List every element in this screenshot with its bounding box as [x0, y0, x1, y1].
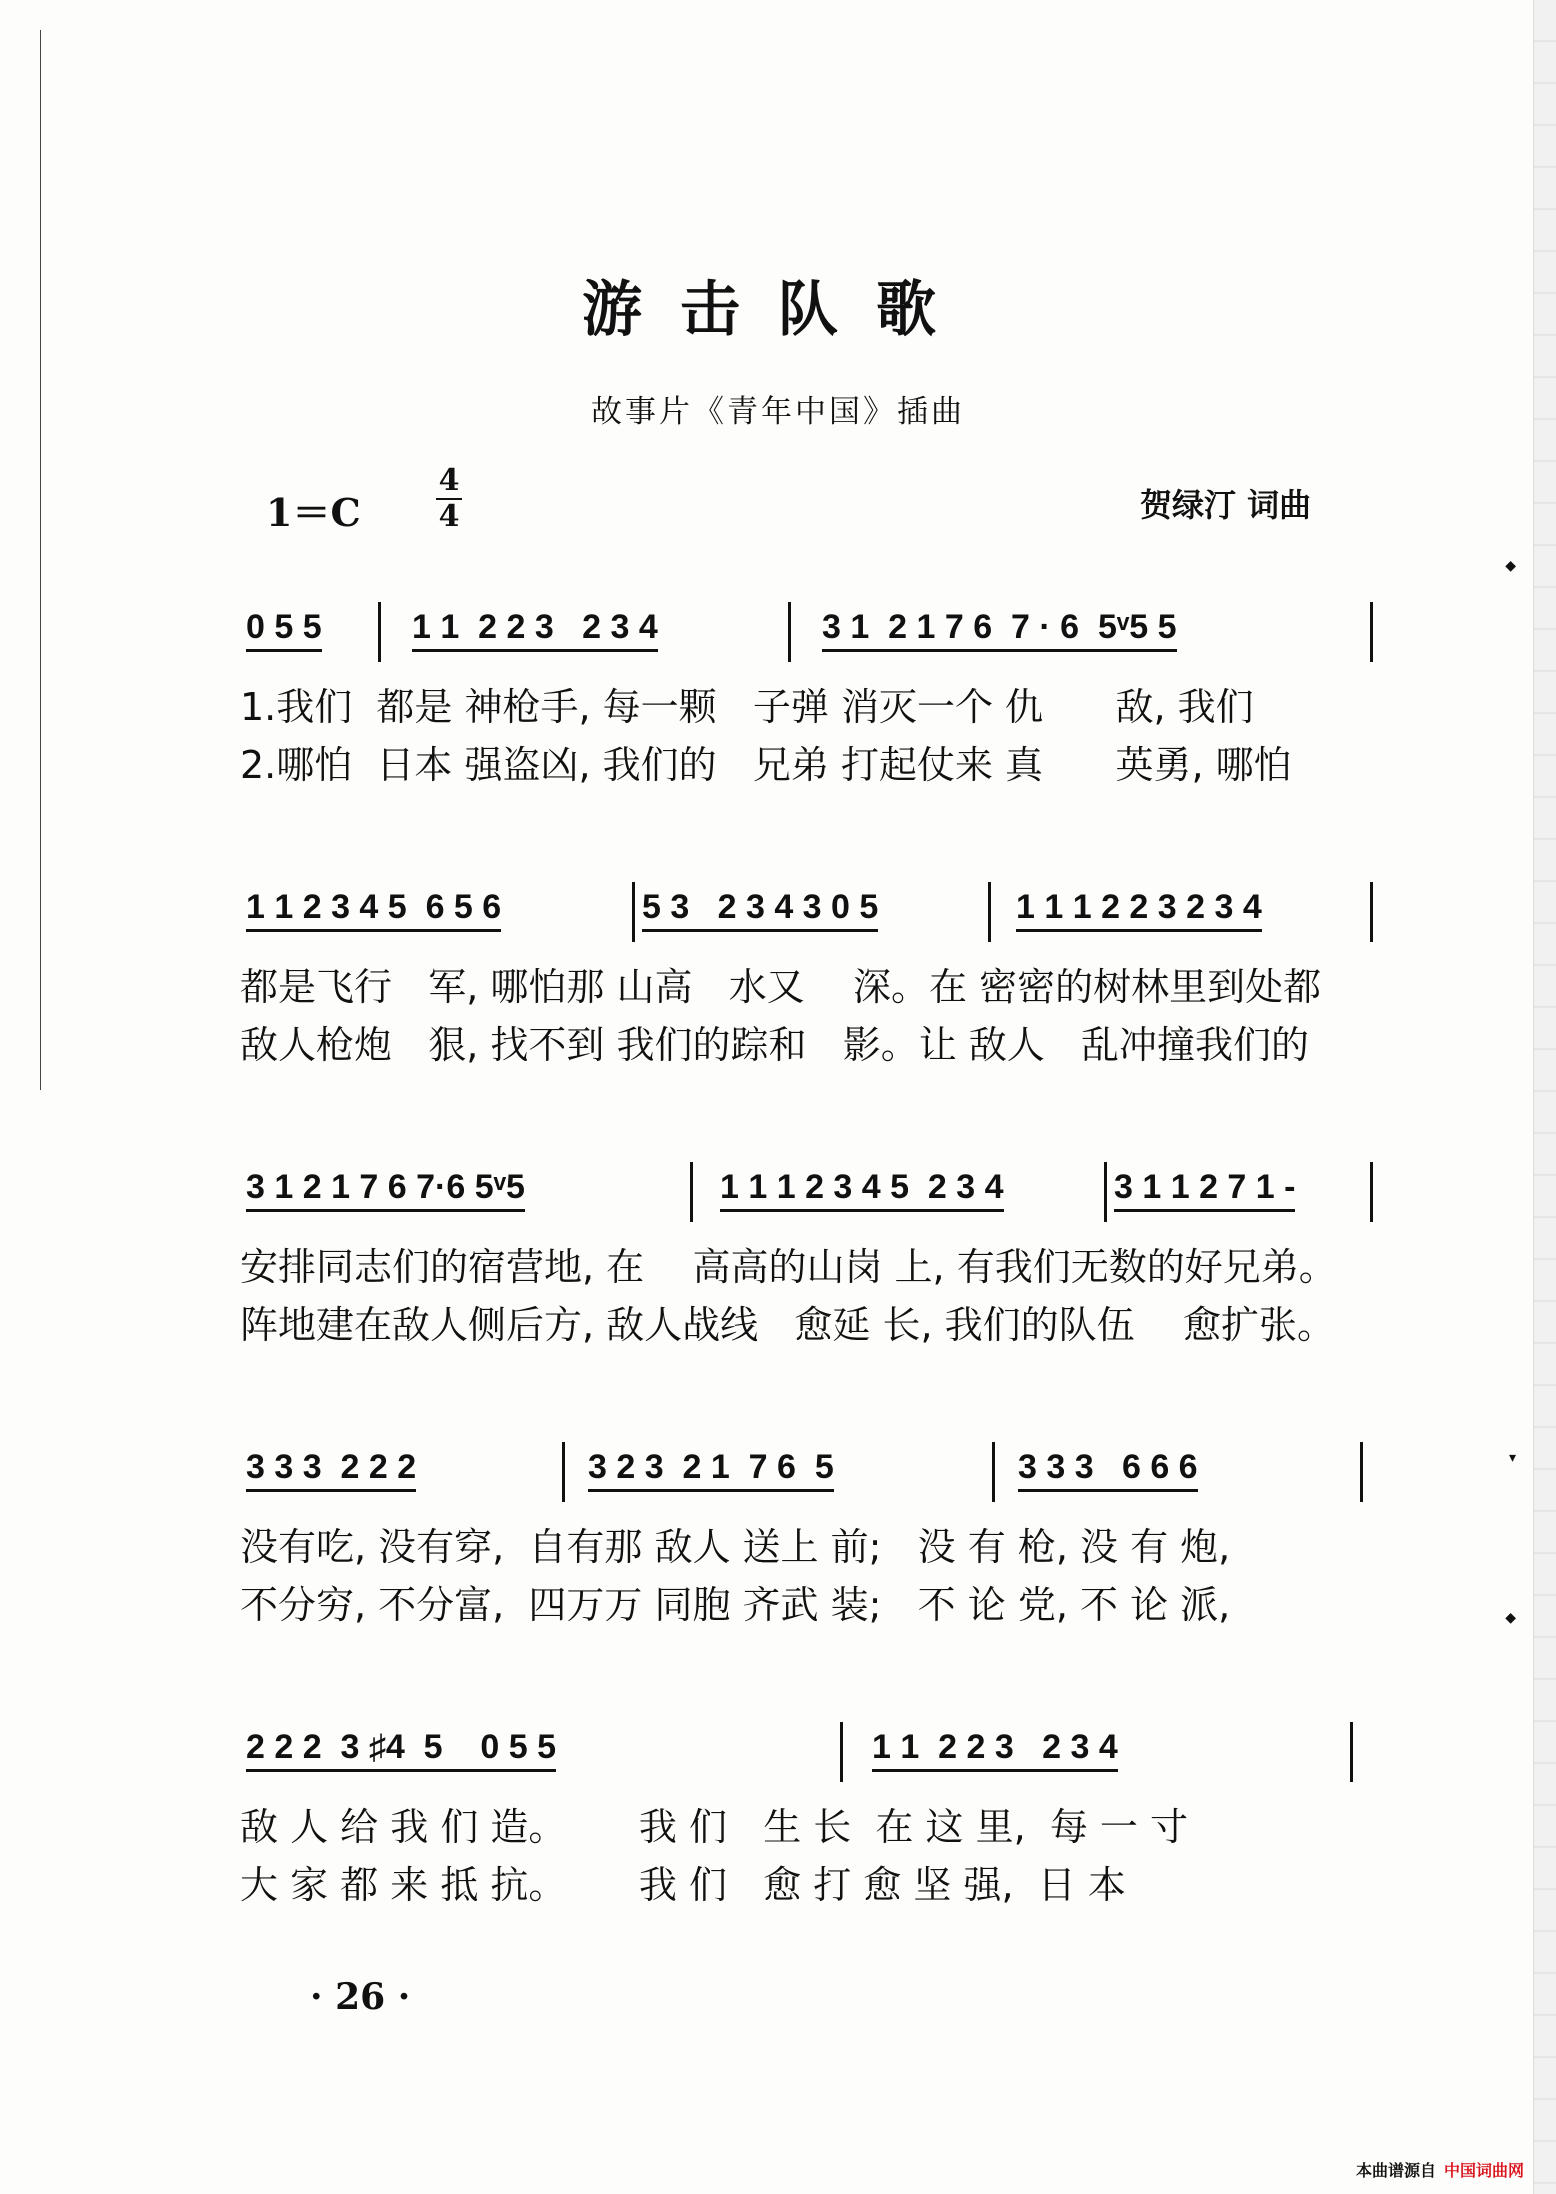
- song-title: 游击队歌: [582, 275, 974, 345]
- lyric-text: 没有吃, 没有穿, 自有那 敌人 送上 前; 没 有 枪, 没 有 炮,: [240, 1525, 1231, 1569]
- measure-notes: 1 1 2 2 3 2 3 4: [872, 1728, 1118, 1772]
- barline: [988, 882, 991, 942]
- lyrics-verse-1: [240, 952, 1390, 1010]
- page-number: · 26 ·: [310, 1976, 411, 2018]
- measure-notes: 0 5 5: [246, 608, 322, 652]
- measure-notes: 3 2 3 2 1 7 6 5: [588, 1448, 834, 1492]
- barline: [788, 602, 791, 662]
- time-numerator: 4: [438, 463, 460, 498]
- measure-notes: 1 1 2 3 4 5 6 5 6: [246, 888, 501, 932]
- lyrics-verse-2: [240, 1850, 1390, 1908]
- barline: [1370, 1162, 1373, 1222]
- score-system-1: [240, 602, 1390, 788]
- lyric-text: 都是飞行 军, 哪怕那 山高 水又 深。在 密密的树林里到处都: [240, 965, 1322, 1009]
- measure-notes: 3 1 1 2 7 1 -: [1114, 1168, 1295, 1212]
- measure-notes: 3 3 3 6 6 6: [1018, 1448, 1198, 1492]
- page-border-line: [40, 30, 41, 1090]
- measure-notes: 5 3 2 3 4 3 0 5: [642, 888, 878, 932]
- score-system-3: [240, 1162, 1390, 1348]
- measure-notes: 3 3 3 2 2 2: [246, 1448, 416, 1492]
- barline: [562, 1442, 565, 1502]
- score-system-5: [240, 1722, 1390, 1908]
- notation-line: [240, 1162, 1390, 1232]
- lyric-text: 2.哪怕 日本 强盗凶, 我们的 兄弟 打起仗来 真 英勇, 哪怕: [240, 743, 1292, 787]
- notation-line: [240, 882, 1390, 952]
- lyric-text: 敌人枪炮 狠, 找不到 我们的踪和 影。让 敌人 乱冲撞我们的: [240, 1023, 1310, 1067]
- barline: [632, 882, 635, 942]
- song-subtitle: 故事片《青年中国》插曲: [591, 394, 965, 430]
- footer-source-label: 本曲谱源自: [1355, 2161, 1436, 2180]
- notation-line: [240, 1442, 1390, 1512]
- measure-notes: 3 1 2 1 7 6 7 · 6 5ᵛ5 5: [822, 608, 1177, 652]
- time-signature: [436, 464, 462, 534]
- lyric-text: 安排同志们的宿营地, 在 高高的山岗 上, 有我们无数的好兄弟。: [240, 1245, 1337, 1289]
- score-system-4: [240, 1442, 1390, 1628]
- barline: [1360, 1442, 1363, 1502]
- lyrics-verse-1: [240, 1512, 1390, 1570]
- key-signature: 1＝C: [266, 490, 361, 535]
- barline: [1370, 882, 1373, 942]
- lyric-text: 大 家 都 来 抵 抗。 我 们 愈 打 愈 坚 强, 日 本: [240, 1863, 1126, 1907]
- notation-line: [240, 1722, 1390, 1792]
- barline: [1370, 602, 1373, 662]
- lyric-text: 阵地建在敌人侧后方, 敌人战线 愈延 长, 我们的队伍 愈扩张。: [240, 1303, 1335, 1347]
- author-credit: 贺绿汀 词曲: [1140, 486, 1312, 524]
- lyric-text: 不分穷, 不分富, 四万万 同胞 齐武 装; 不 论 党, 不 论 派,: [240, 1583, 1231, 1627]
- margin-mark: ◆: [1505, 558, 1516, 574]
- lyric-text: 敌 人 给 我 们 造。 我 们 生 长 在 这 里, 每 一 寸: [240, 1805, 1188, 1849]
- measure-notes: 2 2 2 3 ♯4 5 0 5 5: [246, 1728, 556, 1772]
- measure-notes: 1 1 1 2 2 3 2 3 4: [1016, 888, 1262, 932]
- source-footer: [1356, 2158, 1524, 2181]
- lyrics-verse-1: [240, 1232, 1390, 1290]
- measure-notes: 1 1 2 2 3 2 3 4: [412, 608, 658, 652]
- barline: [1350, 1722, 1353, 1782]
- lyrics-verse-2: [240, 730, 1390, 788]
- margin-mark: ◆: [1505, 1610, 1516, 1626]
- time-denominator: 4: [436, 498, 462, 534]
- barline: [992, 1442, 995, 1502]
- measure-notes: 1 1 1 2 3 4 5 2 3 4: [720, 1168, 1004, 1212]
- footer-site-link[interactable]: 中国词曲网: [1443, 2161, 1524, 2180]
- score-system-2: [240, 882, 1390, 1068]
- margin-mark: ▾: [1508, 1450, 1516, 1466]
- lyrics-verse-1: [240, 672, 1390, 730]
- barline: [840, 1722, 843, 1782]
- barline: [1104, 1162, 1107, 1222]
- lyrics-verse-1: [240, 1792, 1390, 1850]
- lyric-text: 1.我们 都是 神枪手, 每一颗 子弹 消灭一个 仇 敌, 我们: [240, 685, 1254, 729]
- lyrics-verse-2: [240, 1010, 1390, 1068]
- barline: [378, 602, 381, 662]
- measure-notes: 3 1 2 1 7 6 7·6 5ᵛ5: [246, 1168, 525, 1212]
- notation-line: [240, 602, 1390, 672]
- lyrics-verse-2: [240, 1570, 1390, 1628]
- lyrics-verse-2: [240, 1290, 1390, 1348]
- barline: [690, 1162, 693, 1222]
